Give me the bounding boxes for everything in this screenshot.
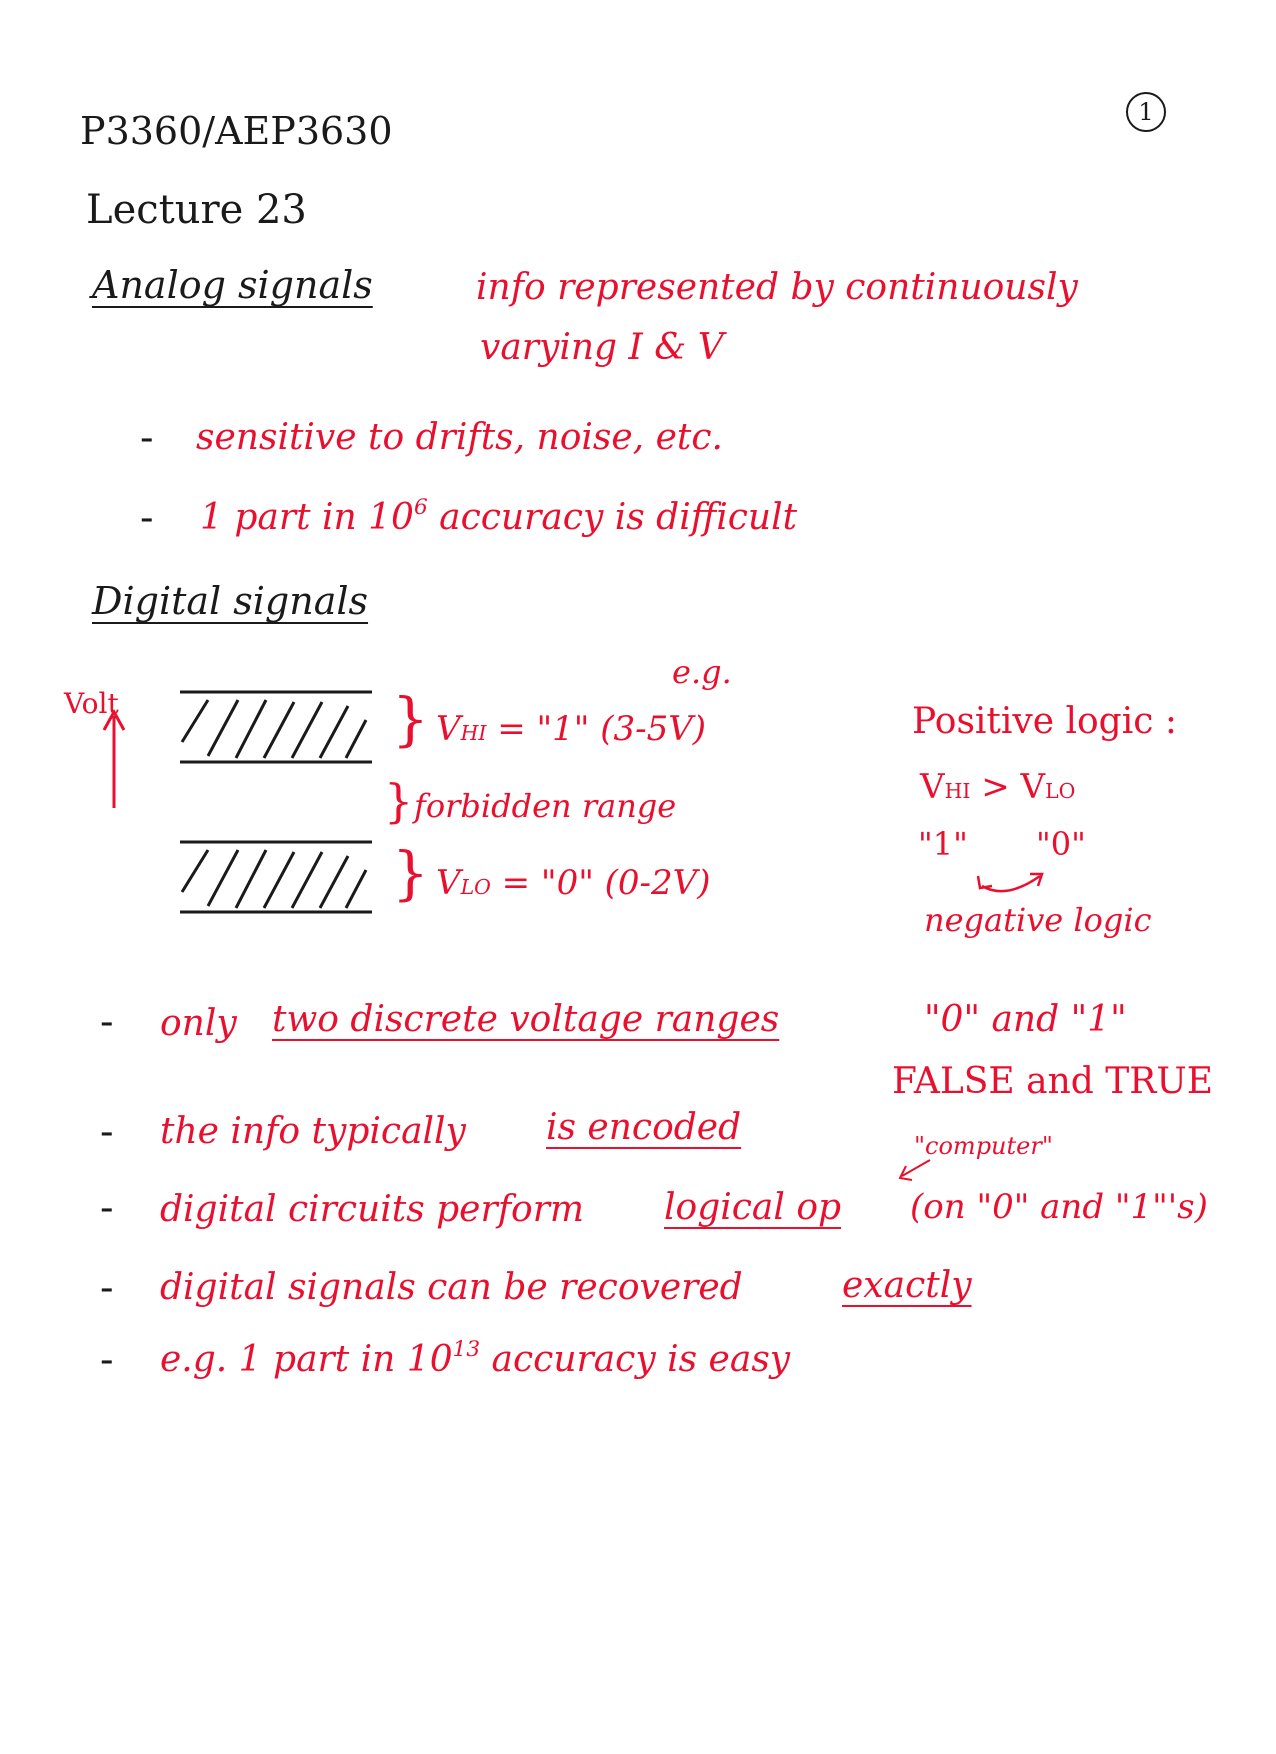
digital-bullet4-underlined: exactly xyxy=(842,1265,972,1306)
digital-bullet1-dash: - xyxy=(100,999,114,1045)
relation-vhi: V xyxy=(920,767,945,807)
analog-bullet2-exponent: 6 xyxy=(413,494,428,520)
vlo-value: = "0" (0-2V) xyxy=(490,863,711,903)
digital-heading: Digital signals xyxy=(92,579,369,623)
computer-annotation: "computer" xyxy=(914,1132,1053,1160)
relation-operator: > xyxy=(970,767,1021,807)
vhi-definition xyxy=(436,709,707,749)
digital-bullet4-dash: - xyxy=(100,1265,114,1311)
vlo-symbol: V xyxy=(436,863,461,903)
digital-bullet1-pre: only xyxy=(160,1003,237,1044)
digital-bullet1-underlined: two discrete voltage ranges xyxy=(272,999,780,1040)
analog-bullet2-dash: - xyxy=(140,495,154,541)
analog-definition-line2: varying I & V xyxy=(480,327,724,368)
vhi-value: = "1" (3-5V) xyxy=(486,709,707,749)
axis-label-volt: Volt xyxy=(64,687,119,720)
analog-bullet2-pre: 1 part in 10 xyxy=(200,497,414,538)
brace-lo: } xyxy=(392,839,429,907)
vhi-subscript: HI xyxy=(460,721,487,745)
analog-bullet1-dash: - xyxy=(140,415,154,461)
positive-logic: Positive logic : xyxy=(912,701,1177,742)
brace-hi: } xyxy=(392,685,429,753)
digital-bullet3-dash: - xyxy=(100,1185,114,1231)
computer-annotation-arrow xyxy=(902,1160,930,1176)
forbidden-range: forbidden range xyxy=(414,787,677,825)
digital-bullet2-dash: - xyxy=(100,1109,114,1155)
page-number: 1 xyxy=(1138,98,1154,126)
lo-band-hatch xyxy=(182,850,366,908)
analog-bullet2-post: accuracy is difficult xyxy=(427,497,798,538)
digital-bullet3-post: (on "0" and "1"'s) xyxy=(910,1187,1208,1227)
vhi-symbol: V xyxy=(436,709,461,749)
logic-swap-arrow xyxy=(982,876,1040,891)
digital-bullet3-pre: digital circuits perform xyxy=(160,1189,585,1230)
brace-forbidden: } xyxy=(384,774,414,828)
logic-relation xyxy=(920,767,1076,807)
digital-bullet2-pre: the info typically xyxy=(160,1111,466,1152)
digital-bullet5-exponent: 13 xyxy=(452,1336,481,1362)
digital-bullet5-dash: - xyxy=(100,1337,114,1383)
digital-bullet4-pre: digital signals can be recovered xyxy=(160,1267,743,1308)
relation-vlo-sub: LO xyxy=(1045,779,1076,803)
analog-heading: Analog signals xyxy=(92,263,373,307)
digital-bullet1-note1: "0" and "1" xyxy=(924,999,1127,1040)
digital-bullet3-underlined: logical op xyxy=(664,1187,842,1228)
logic-one: "1" xyxy=(918,825,968,863)
vlo-definition xyxy=(436,863,711,903)
analog-definition-line1: info represented by continuously xyxy=(476,267,1078,308)
lecture-title: Lecture 23 xyxy=(86,187,307,233)
logic-zero: "0" xyxy=(1036,825,1086,863)
eg-label: e.g. xyxy=(672,653,732,691)
analog-bullet1: sensitive to drifts, noise, etc. xyxy=(196,417,723,458)
digital-bullet5-post: accuracy is easy xyxy=(480,1339,791,1380)
digital-bullet1-note2: FALSE and TRUE xyxy=(892,1061,1214,1102)
course-code: P3360/AEP3630 xyxy=(80,109,393,153)
hi-band-hatch xyxy=(182,700,366,758)
vlo-subscript: LO xyxy=(460,875,491,899)
logic-swap-arrowhead-left xyxy=(978,876,992,888)
negative-logic: negative logic xyxy=(924,901,1152,939)
digital-bullet5-pre: e.g. 1 part in 10 xyxy=(160,1339,453,1380)
digital-bullet5 xyxy=(160,1336,791,1380)
relation-vlo: V xyxy=(1020,767,1046,807)
relation-vhi-sub: HI xyxy=(944,779,971,803)
digital-bullet2-underlined: is encoded xyxy=(546,1107,742,1148)
